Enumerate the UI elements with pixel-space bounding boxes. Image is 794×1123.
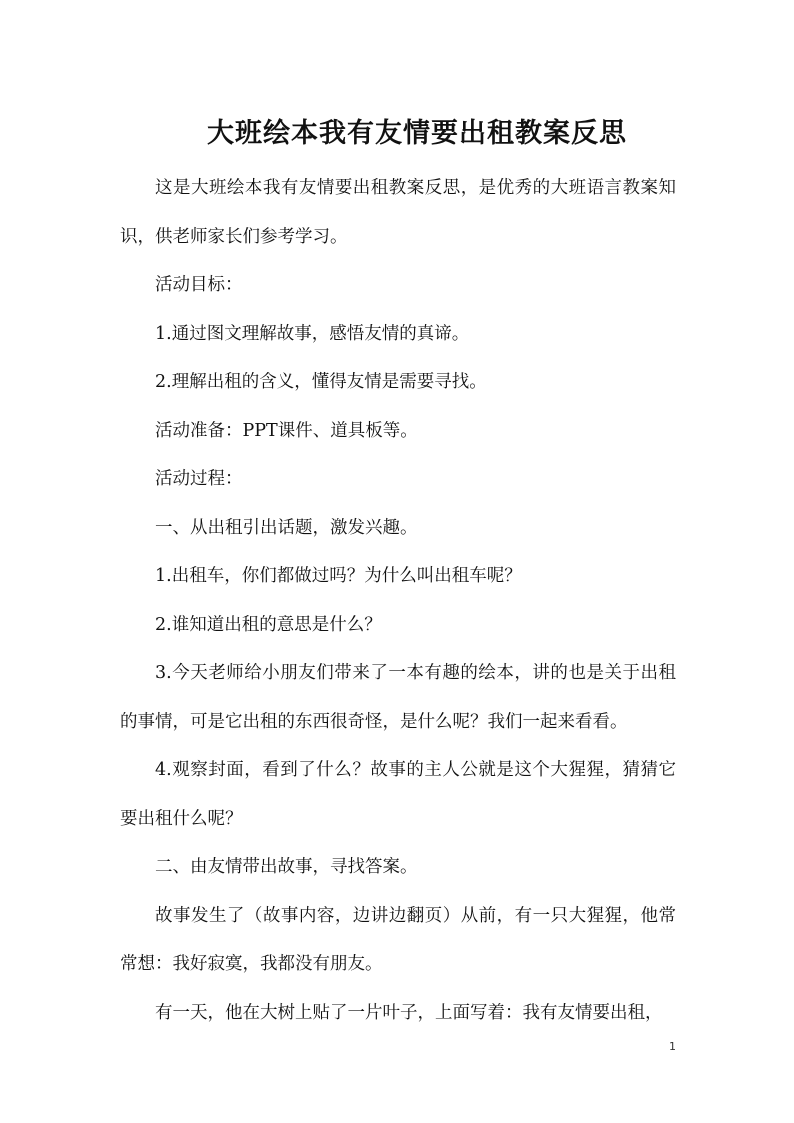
paragraph-step-2: 2.谁知道出租的意思是什么？: [155, 614, 382, 635]
paragraph-section-2: 二、由友情带出故事，寻找答案。: [155, 857, 418, 877]
paragraph-intro: 这是大班绘本我有友情要出租教案反思，是优秀的大班语言教案知识，供老师家长们参考学习。: [120, 178, 676, 247]
paragraph-process-heading: 活动过程：: [155, 469, 243, 489]
paragraph-goal-1: 1.通过图文理解故事，感悟友情的真谛。: [155, 323, 470, 344]
document-title: 大班绘本我有友情要出租教案反思: [207, 118, 627, 150]
paragraph-preparation: 活动准备：PPT课件、道具板等。: [155, 420, 418, 441]
paragraph-story-1: 故事发生了（故事内容，边讲边翻页）从前，有一只大猩猩，他常常想：我好寂寞，我都没有朋友。: [120, 905, 676, 974]
paragraph-step-1: 1.出租车，你们都做过吗？为什么叫出租车呢？: [155, 566, 522, 586]
paragraph-story-2: 有一天，他在大树上贴了一片叶子，上面写着：我有友情要出租，: [155, 1002, 663, 1023]
paragraph-goal-heading: 活动目标：: [155, 275, 243, 295]
paragraph-step-3: 3.今天老师给小朋友们带来了一本有趣的绘本，讲的也是关于出租的事情，可是它出租的东西很奇怪，是什么呢？我们一起来看看。: [120, 663, 676, 732]
page-number: 1: [669, 1040, 676, 1053]
paragraph-section-1: 一、从出租引出话题，激发兴趣。: [155, 517, 418, 538]
paragraph-step-4: 4.观察封面，看到了什么？故事的主人公就是这个大猩猩，猜猜它要出租什么呢？: [120, 760, 676, 829]
paragraph-goal-2: 2.理解出租的含义，懂得友情是需要寻找。: [155, 372, 487, 392]
document-body: [120, 164, 676, 1037]
